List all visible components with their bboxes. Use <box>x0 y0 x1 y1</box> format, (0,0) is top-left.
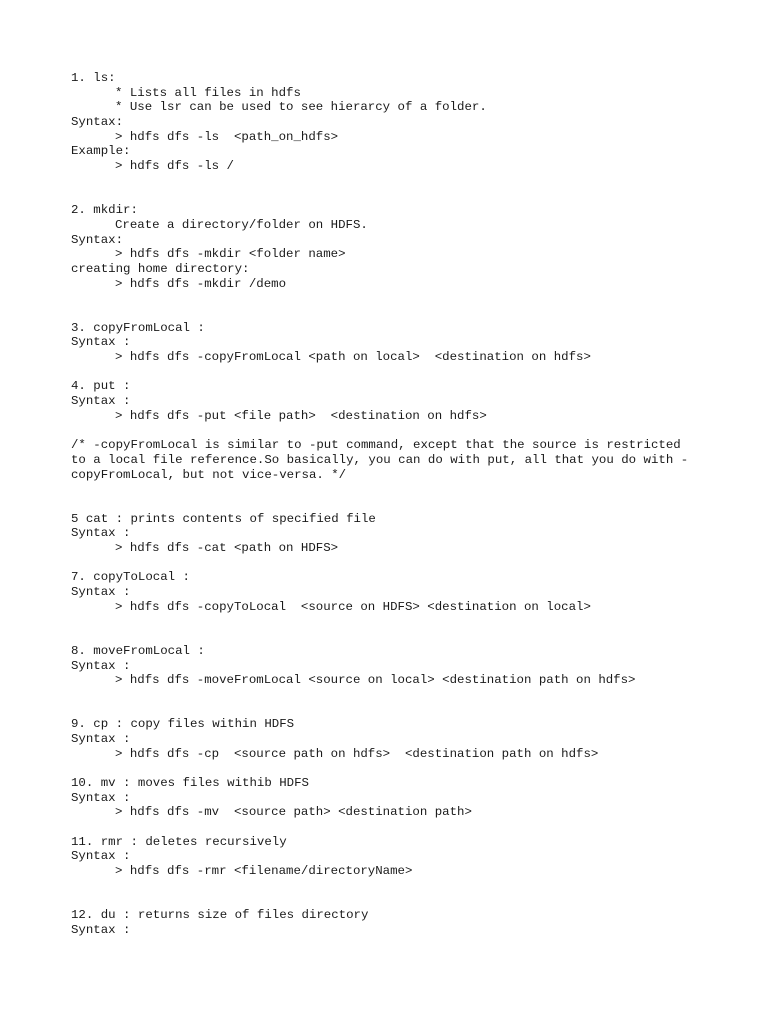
document-indented-line: > hdfs dfs -copyToLocal <source on HDFS> <destination on local> <box>115 599 591 614</box>
blank-line <box>71 189 731 204</box>
document-line: Syntax: <box>71 232 124 247</box>
blank-line <box>71 291 731 306</box>
document-line: 7. copyToLocal : <box>71 570 190 585</box>
blank-line <box>71 424 731 439</box>
document-indented-line: > hdfs dfs -mkdir /demo <box>115 276 287 291</box>
blank-line <box>71 761 731 776</box>
document-indented-line: > hdfs dfs -cat <path on HDFS> <box>115 541 339 555</box>
document-line: copyFromLocal, but not vice-versa. */ <box>71 467 347 482</box>
blank-line <box>71 703 731 718</box>
document-line: 11. rmr : deletes recursively <box>71 834 287 849</box>
document-line: Syntax : <box>71 849 131 864</box>
document-indented-line: > hdfs dfs -mkdir <folder name> <box>115 247 346 262</box>
blank-line <box>71 820 731 835</box>
document-line: Syntax : <box>71 585 131 600</box>
document-line: 12. du : returns size of files directory <box>71 908 369 923</box>
blank-line <box>71 306 731 321</box>
document-line: Example: <box>71 144 131 159</box>
document-line: creating home directory: <box>71 261 250 276</box>
document-line: Syntax : <box>71 394 131 409</box>
document-line: 3. copyFromLocal : <box>71 320 205 335</box>
document-line: 5 cat : prints contents of specified file <box>71 511 376 526</box>
document-line: Syntax : <box>71 526 131 541</box>
document-line: 8. moveFromLocal : <box>71 643 205 658</box>
blank-line <box>71 365 731 380</box>
document-indented-line: > hdfs dfs -copyFromLocal <path on local> <destination on hdfs> <box>115 350 591 365</box>
document-indented-line: > hdfs dfs -cp <source path on hdfs> <destination path on hdfs> <box>115 746 599 761</box>
document-line: /* -copyFromLocal is similar to -put command, except that the source is restricted <box>71 438 681 453</box>
blank-line <box>71 629 731 644</box>
document-line: Syntax : <box>71 335 131 350</box>
document-line: to a local file reference.So basically, you can do with put, all that you do with - <box>71 452 689 467</box>
blank-line <box>71 879 731 894</box>
blank-line <box>71 482 731 497</box>
document-indented-line: > hdfs dfs -put <file path> <destination on hdfs> <box>115 408 487 423</box>
document-indented-line: Create a directory/folder on HDFS. <box>115 217 368 232</box>
document-line: 1. ls: <box>71 71 116 85</box>
document-body <box>71 71 731 938</box>
blank-line <box>71 174 731 189</box>
document-line: 4. put : <box>71 379 131 394</box>
document-indented-line: > hdfs dfs -rmr <filename/directoryName> <box>115 864 413 879</box>
document-indented-line: * Use lsr can be used to see hierarcy of a folder. <box>115 100 487 115</box>
blank-line <box>71 556 731 571</box>
document-line: 9. cp : copy files within HDFS <box>71 717 295 732</box>
document-line: 10. mv : moves files withib HDFS <box>71 776 309 790</box>
document-indented-line: > hdfs dfs -mv <source path> <destination path> <box>115 805 472 820</box>
blank-line <box>71 894 731 909</box>
blank-line <box>71 614 731 629</box>
document-indented-line: > hdfs dfs -ls <path_on_hdfs> <box>115 129 339 144</box>
blank-line <box>71 497 731 512</box>
document-line: Syntax : <box>71 790 131 805</box>
document-indented-line: * Lists all files in hdfs <box>115 85 301 100</box>
document-line: Syntax : <box>71 922 131 937</box>
document-line: Syntax: <box>71 115 124 130</box>
document-line: Syntax : <box>71 731 131 746</box>
document-line: 2. mkdir: <box>71 203 138 218</box>
document-indented-line: > hdfs dfs -moveFromLocal <source on local> <destination path on hdfs> <box>115 673 636 688</box>
blank-line <box>71 688 731 703</box>
document-line: Syntax : <box>71 658 131 673</box>
document-indented-line: > hdfs dfs -ls / <box>115 159 234 174</box>
